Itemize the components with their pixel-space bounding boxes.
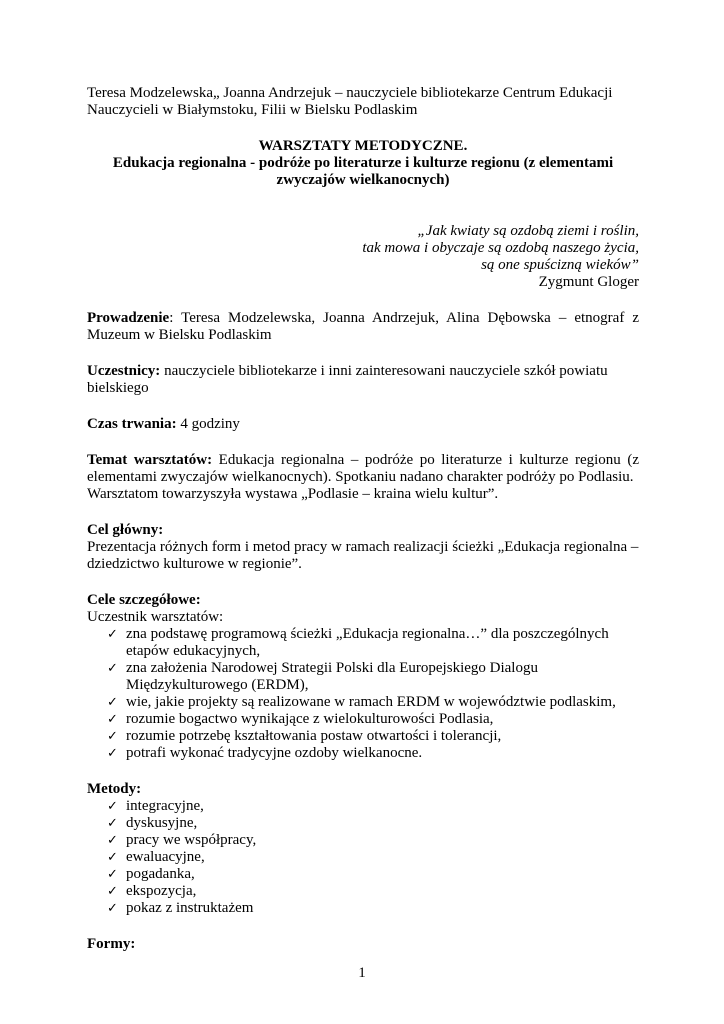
quote-line: „Jak kwiaty są ozdobą ziemi i roślin,	[417, 223, 639, 239]
check-icon: ✓	[107, 799, 118, 814]
quote-author: Zygmunt Gloger	[538, 274, 639, 290]
list-item: ✓ pracy we współpracy,	[107, 832, 257, 848]
list-item: ✓ potrafi wykonać tradycyjne ozdoby wielkanocne.	[107, 745, 423, 761]
title-main: WARSZTATY METODYCZNE.	[258, 138, 468, 154]
document-page	[87, 85, 639, 953]
section-text: 4 godziny	[176, 416, 240, 432]
section-text: Edukacja regionalna – podróże po literaturze i kulturze regionu (z	[212, 452, 639, 468]
section-text: Muzeum w Bielsku Podlaskim	[87, 327, 272, 343]
section-text: elementami zwyczajów wielkanocnych). Spotkaniu nadano charakter podróży po Podlasiu.	[87, 469, 634, 485]
section-label: Formy:	[87, 936, 136, 952]
check-icon: ✓	[107, 627, 118, 642]
list-item: ✓ wie, jakie projekty są realizowane w ramach ERDM w województwie podlaskim,	[107, 694, 616, 710]
list-item: ✓ zna podstawę programową ścieżki „Edukacja regionalna…” dla poszczególnych etapów edukacyjnych,	[107, 626, 609, 659]
section-text: bielskiego	[87, 380, 149, 396]
list-item: ✓ ewaluacyjne,	[107, 849, 205, 865]
check-icon: ✓	[107, 816, 118, 831]
list-item: ✓ zna założenia Narodowej Strategii Polski dla Europejskiego Dialogu Międzykulturowego (ERDM),	[107, 660, 538, 693]
title-subtitle: Edukacja regionalna - podróże po literaturze i kulturze regionu (z elementami	[112, 155, 614, 171]
section-text: Prezentacja różnych form i metod pracy w ramach realizacji ścieżki „Edukacja regionalna –	[87, 539, 639, 555]
section-label: Metody:	[87, 781, 142, 797]
section-cele-szczegolowe	[87, 592, 639, 762]
list-item: ✓ rozumie potrzebę kształtowania postaw otwartości i tolerancji,	[107, 728, 502, 744]
section-czas-trwania	[87, 416, 639, 433]
section-label: Temat warsztatów:	[87, 452, 213, 468]
quote-line: tak mowa i obyczaje są ozdobą naszego życia,	[362, 240, 639, 256]
section-text: : Teresa Modzelewska, Joanna Andrzejuk, Alina Dębowska – etnograf z	[169, 310, 639, 326]
section-cel-glowny	[87, 522, 639, 573]
title-subtitle: zwyczajów wielkanocnych)	[276, 172, 450, 188]
list-item: ✓ pokaz z instruktażem	[107, 900, 254, 916]
check-icon: ✓	[107, 901, 118, 916]
section-text: nauczyciele bibliotekarze i inni zainteresowani nauczyciele szkół powiatu	[160, 363, 608, 379]
check-icon: ✓	[107, 746, 118, 761]
check-icon: ✓	[107, 712, 118, 727]
section-label: Prowadzenie	[87, 310, 170, 326]
list-item: ✓ dyskusyjne,	[107, 815, 198, 831]
authors-line: Nauczycieli w Białymstoku, Filii w Bielsku Podlaskim	[87, 102, 418, 118]
epigraph-quote	[87, 223, 639, 291]
list-item: ✓ pogadanka,	[107, 866, 195, 882]
section-text: Warsztatom towarzyszyła wystawa „Podlasie – kraina wielu kultur”.	[87, 486, 499, 502]
section-formy	[87, 936, 639, 953]
authors-header	[87, 85, 639, 119]
check-icon: ✓	[107, 695, 118, 710]
check-icon: ✓	[107, 884, 118, 899]
quote-line: są one spuścizną wieków”	[481, 257, 639, 273]
section-metody	[87, 781, 639, 917]
check-icon: ✓	[107, 661, 118, 676]
section-intro: Uczestnik warsztatów:	[87, 609, 224, 625]
section-text: dziedzictwo kulturowe w regionie”.	[87, 556, 302, 572]
check-icon: ✓	[107, 867, 118, 882]
list-item: ✓ ekspozycja,	[107, 883, 197, 899]
section-label: Czas trwania:	[87, 416, 177, 432]
list-item: ✓ rozumie bogactwo wynikające z wielokulturowości Podlasia,	[107, 711, 494, 727]
check-icon: ✓	[107, 833, 118, 848]
section-label: Uczestnicy:	[87, 363, 161, 379]
section-label: Cel główny:	[87, 522, 164, 538]
section-prowadzenie	[87, 310, 639, 344]
authors-line: Teresa Modzelewska„ Joanna Andrzejuk – nauczyciele bibliotekarze Centrum Edukacji	[87, 85, 613, 101]
list-item: ✓ integracyjne,	[107, 798, 204, 814]
document-title	[87, 138, 639, 189]
section-uczestnicy	[87, 363, 639, 397]
methods-list	[87, 798, 639, 917]
objectives-list	[87, 626, 639, 762]
section-label: Cele szczegółowe:	[87, 592, 201, 608]
check-icon: ✓	[107, 850, 118, 865]
page-number: 1	[358, 965, 366, 981]
section-temat	[87, 452, 639, 503]
check-icon: ✓	[107, 729, 118, 744]
